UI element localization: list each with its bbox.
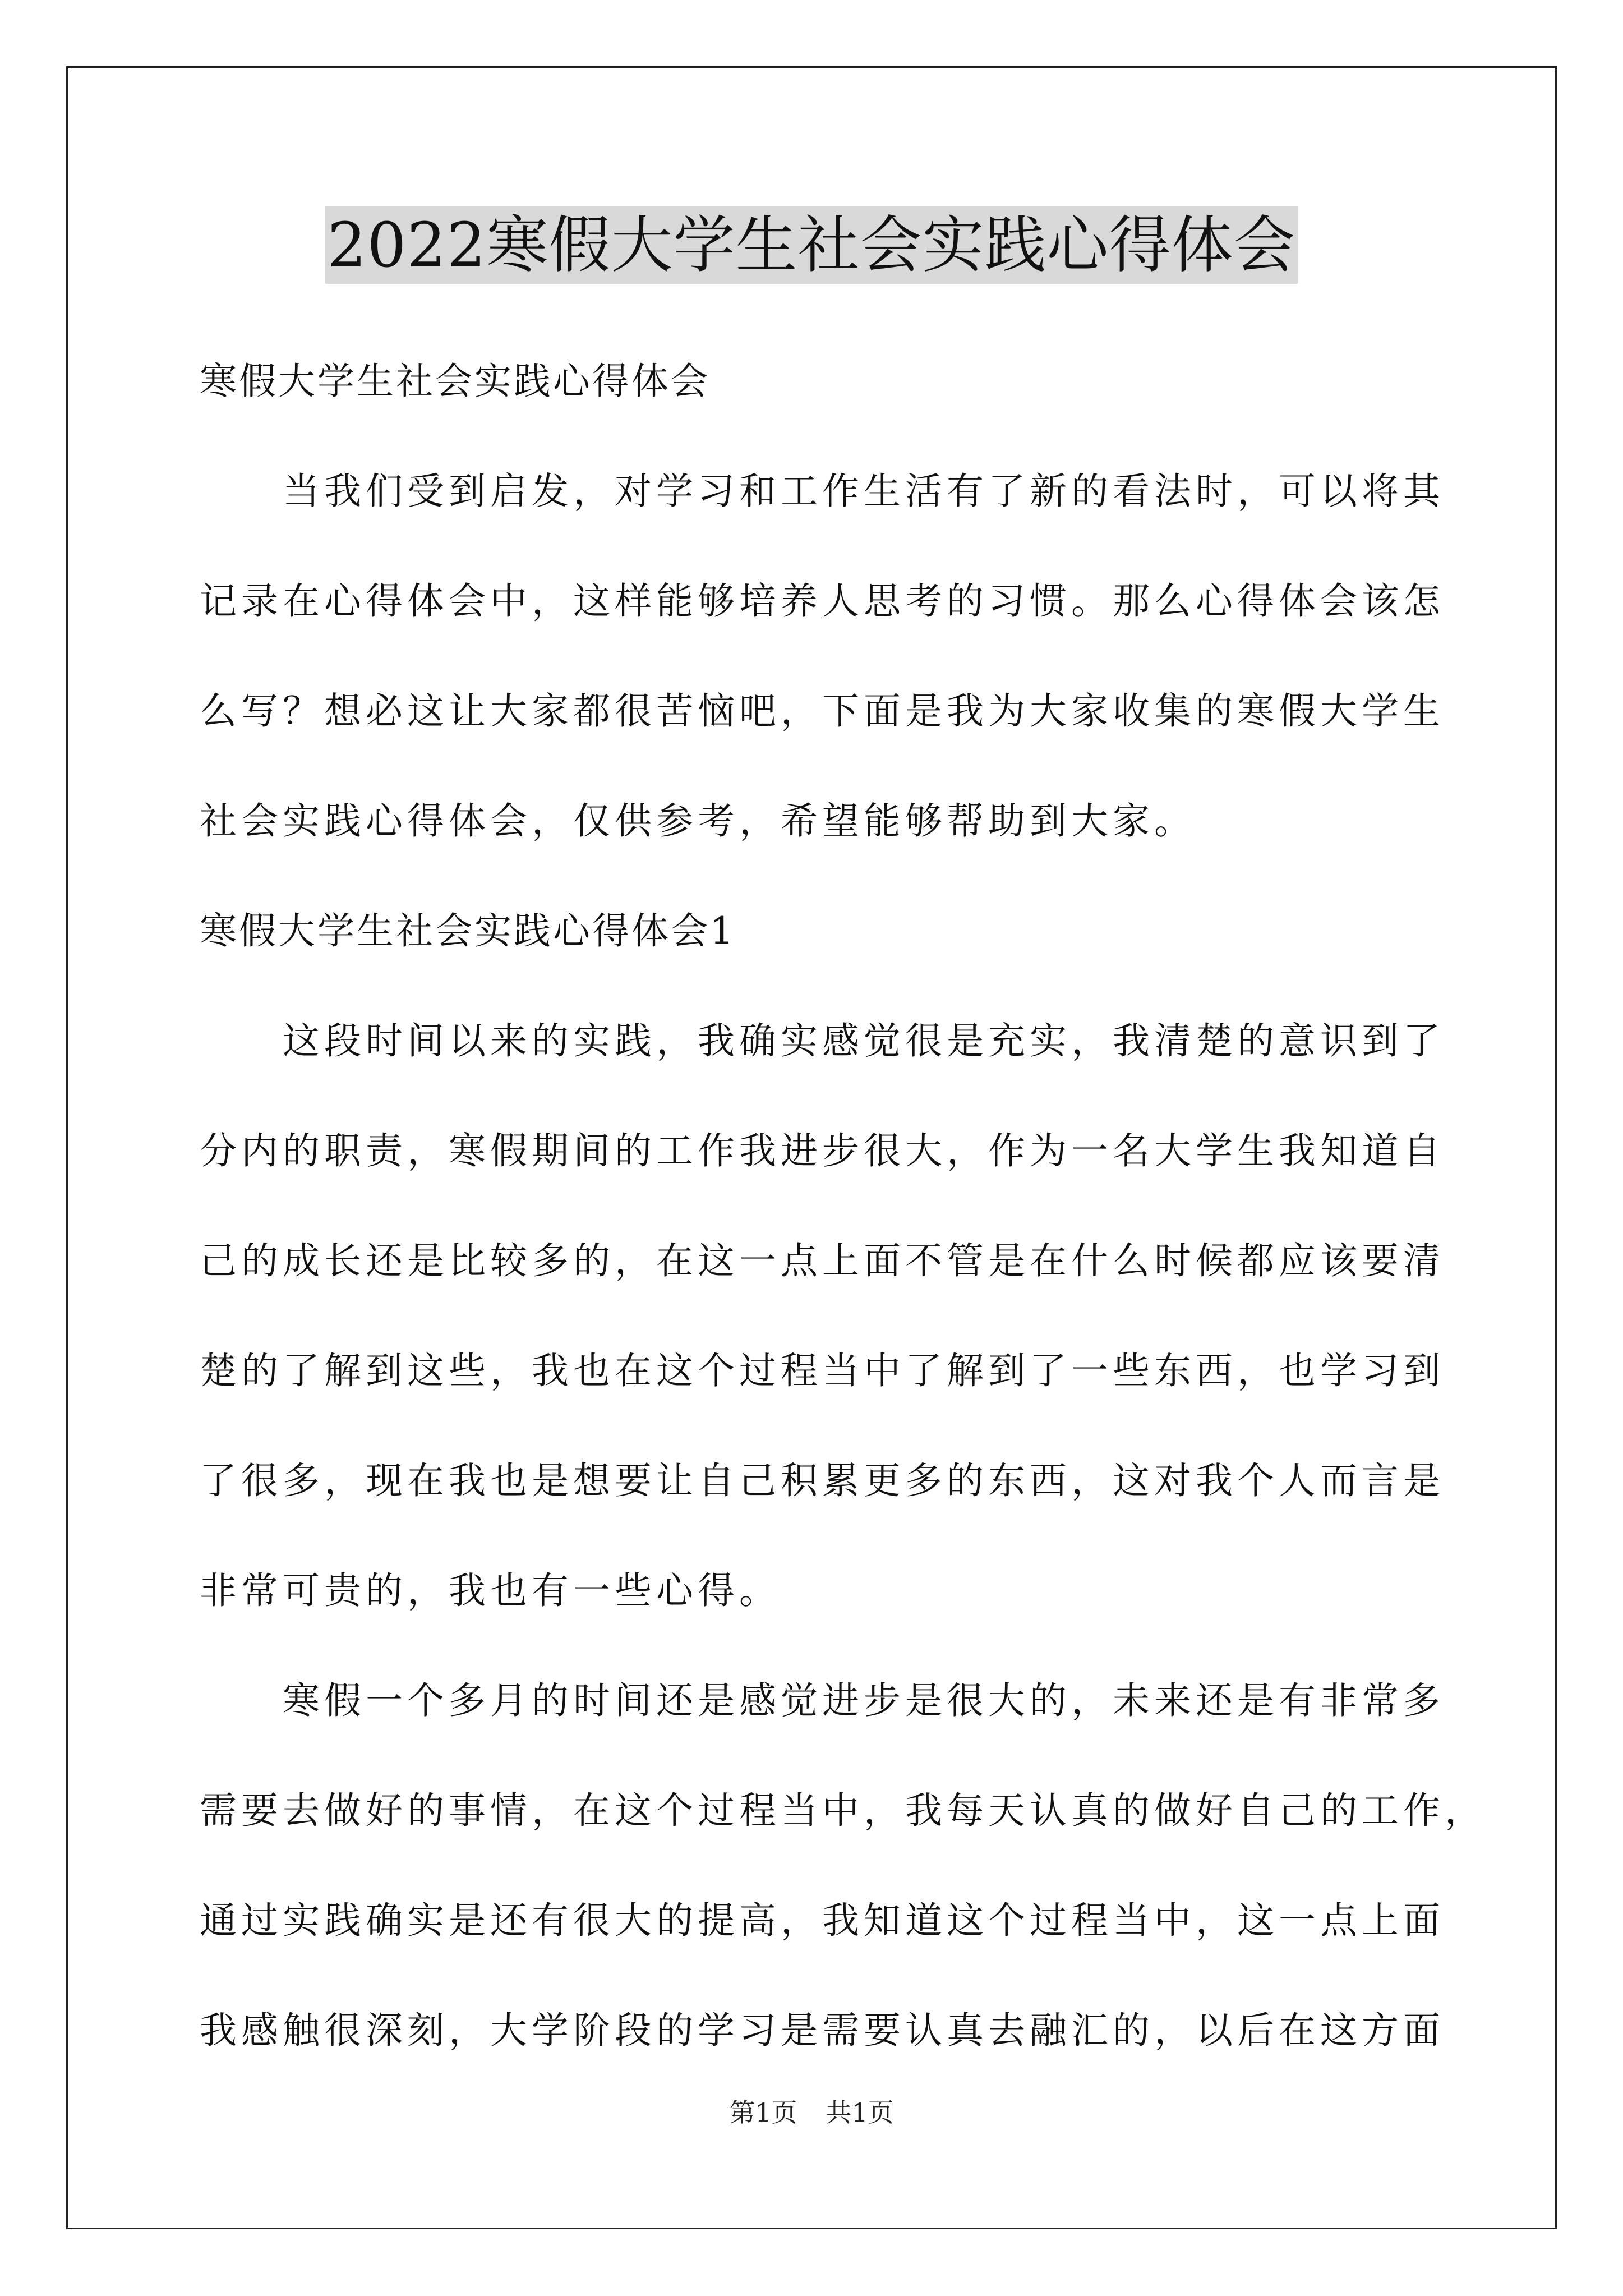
paragraph-line: 我感触很深刻，大学阶段的学习是需要认真去融汇的，以后在这方面	[200, 2009, 1445, 2052]
paragraph-line: 当我们受到启发，对学习和工作生活有了新的看法时，可以将其	[283, 470, 1445, 513]
document-title: 2022寒假大学生社会实践心得体会	[325, 206, 1298, 284]
paragraph-line: 寒假一个多月的时间还是感觉进步是很大的，未来还是有非常多	[283, 1679, 1445, 1722]
paragraph-line: 楚的了解到这些，我也在这个过程当中了解到了一些东西，也学习到	[200, 1349, 1445, 1392]
section-heading: 寒假大学生社会实践心得体会	[200, 360, 710, 403]
page-total: 共1页	[826, 2097, 894, 2128]
paragraph-line: 需要去做好的事情，在这个过程当中，我每天认真的做好自己的工作，	[200, 1789, 1486, 1832]
paragraph-line: 这段时间以来的实践，我确实感觉很是充实，我清楚的意识到了	[283, 1019, 1445, 1062]
paragraph-line: 通过实践确实是还有很大的提高，我知道这个过程当中，这一点上面	[200, 1899, 1445, 1942]
title-container	[0, 206, 1623, 284]
section-heading: 寒假大学生社会实践心得体会1	[200, 909, 736, 953]
paragraph-line: 分内的职责，寒假期间的工作我进步很大，作为一名大学生我知道自	[200, 1129, 1445, 1172]
document-body	[200, 337, 1486, 2096]
paragraph-line: 社会实践心得体会，仅供参考，希望能够帮助到大家。	[200, 799, 1196, 843]
page-footer	[0, 2092, 1623, 2129]
page-number: 第1页	[729, 2097, 797, 2128]
paragraph-line: 了很多，现在我也是想要让自己积累更多的东西，这对我个人而言是	[200, 1459, 1445, 1502]
paragraph-line: 非常可贵的，我也有一些心得。	[200, 1569, 781, 1612]
paragraph-line: 么写？想必这让大家都很苦恼吧，下面是我为大家收集的寒假大学生	[200, 689, 1445, 733]
paragraph-line: 己的成长还是比较多的，在这一点上面不管是在什么时候都应该要清	[200, 1239, 1445, 1282]
paragraph-line: 记录在心得体会中，这样能够培养人思考的习惯。那么心得体会该怎	[200, 579, 1445, 623]
